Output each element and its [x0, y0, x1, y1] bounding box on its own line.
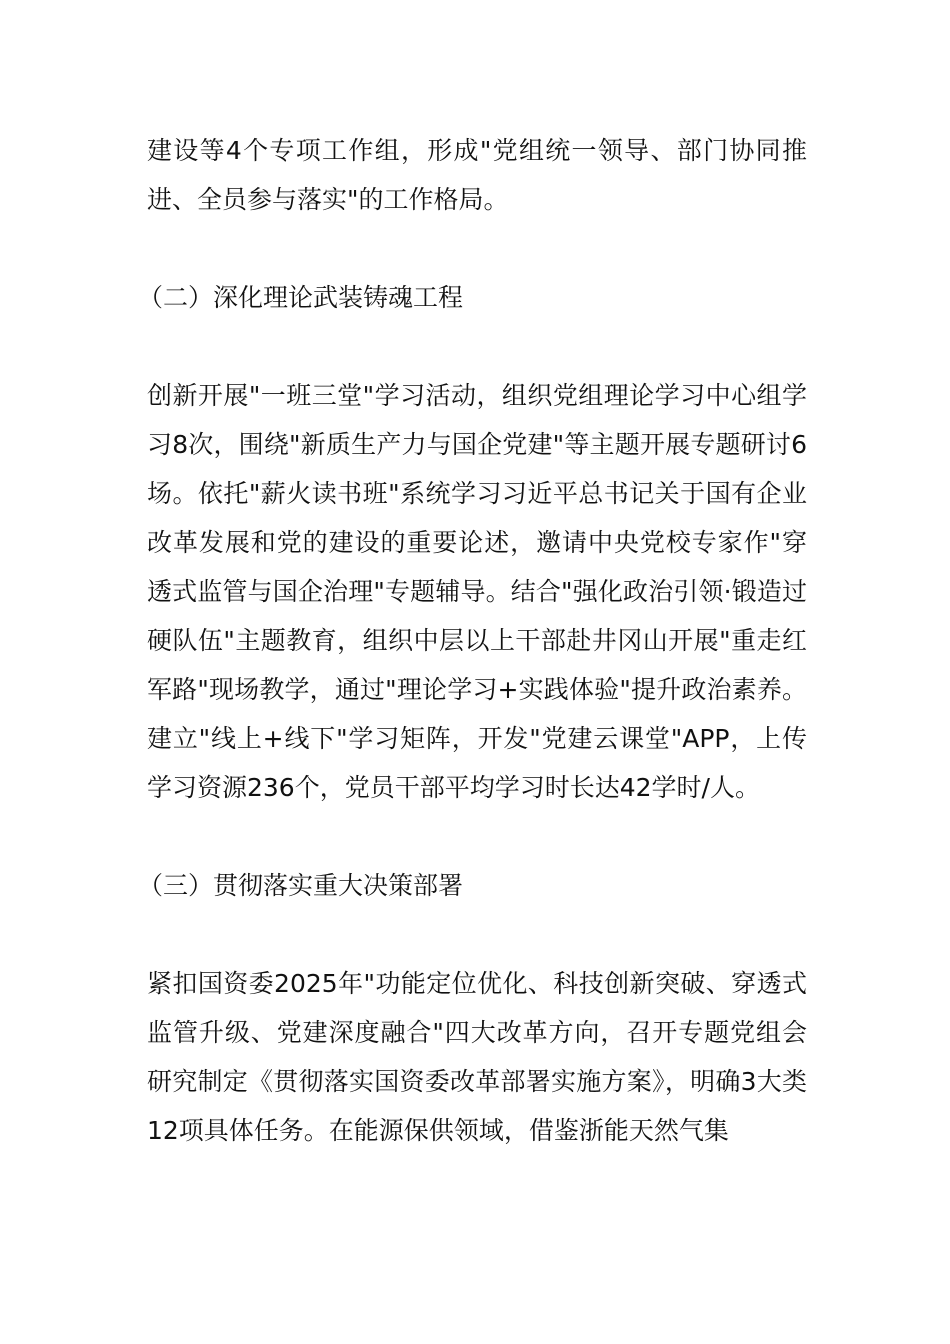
paragraph-spacer: [147, 812, 807, 861]
paragraph-work-groups: 建设等4个专项工作组，形成"党组统一领导、部门协同推进、全员参与落实"的工作格局。: [147, 136, 807, 214]
document-body: [138, 126, 807, 1155]
paragraph-spacer: [147, 322, 807, 371]
paragraph-spacer: [147, 224, 807, 273]
paragraph-theory-study: 创新开展"一班三堂"学习活动，组织党组理论学习中心组学习8次，围绕"新质生产力与国企党建"等主题开展专题研讨6场。依托"薪火读书班"系统学习习近平总书记关于国有企业改革发展和党的建设的重要论述，邀请中央党校专家作"穿透式监管与国企治理"专题辅导。结合"强化政治引领·锻造过硬队伍"主题教育，组织中层以上干部赴井冈山开展"重走红军路"现场教学，通过"理论学习+实践体验"提升政治素养。建立"线上+线下"学习矩阵，开发"党建云课堂"APP，上传学习资源236个，党员干部平均学习时长达42学时/人。: [147, 381, 807, 802]
paragraph-spacer: [147, 910, 807, 959]
section-heading-2: （二）深化理论武装铸魂工程: [138, 283, 464, 312]
section-heading-3: （三）贯彻落实重大决策部署: [138, 871, 464, 900]
paragraph-reform-deployment: 紧扣国资委2025年"功能定位优化、科技创新突破、穿透式监管升级、党建深度融合"四大改革方向，召开专题党组会研究制定《贯彻落实国资委改革部署实施方案》，明确3大类12项具体任务。在能源保供领域，借鉴浙能天然气集: [147, 969, 807, 1145]
